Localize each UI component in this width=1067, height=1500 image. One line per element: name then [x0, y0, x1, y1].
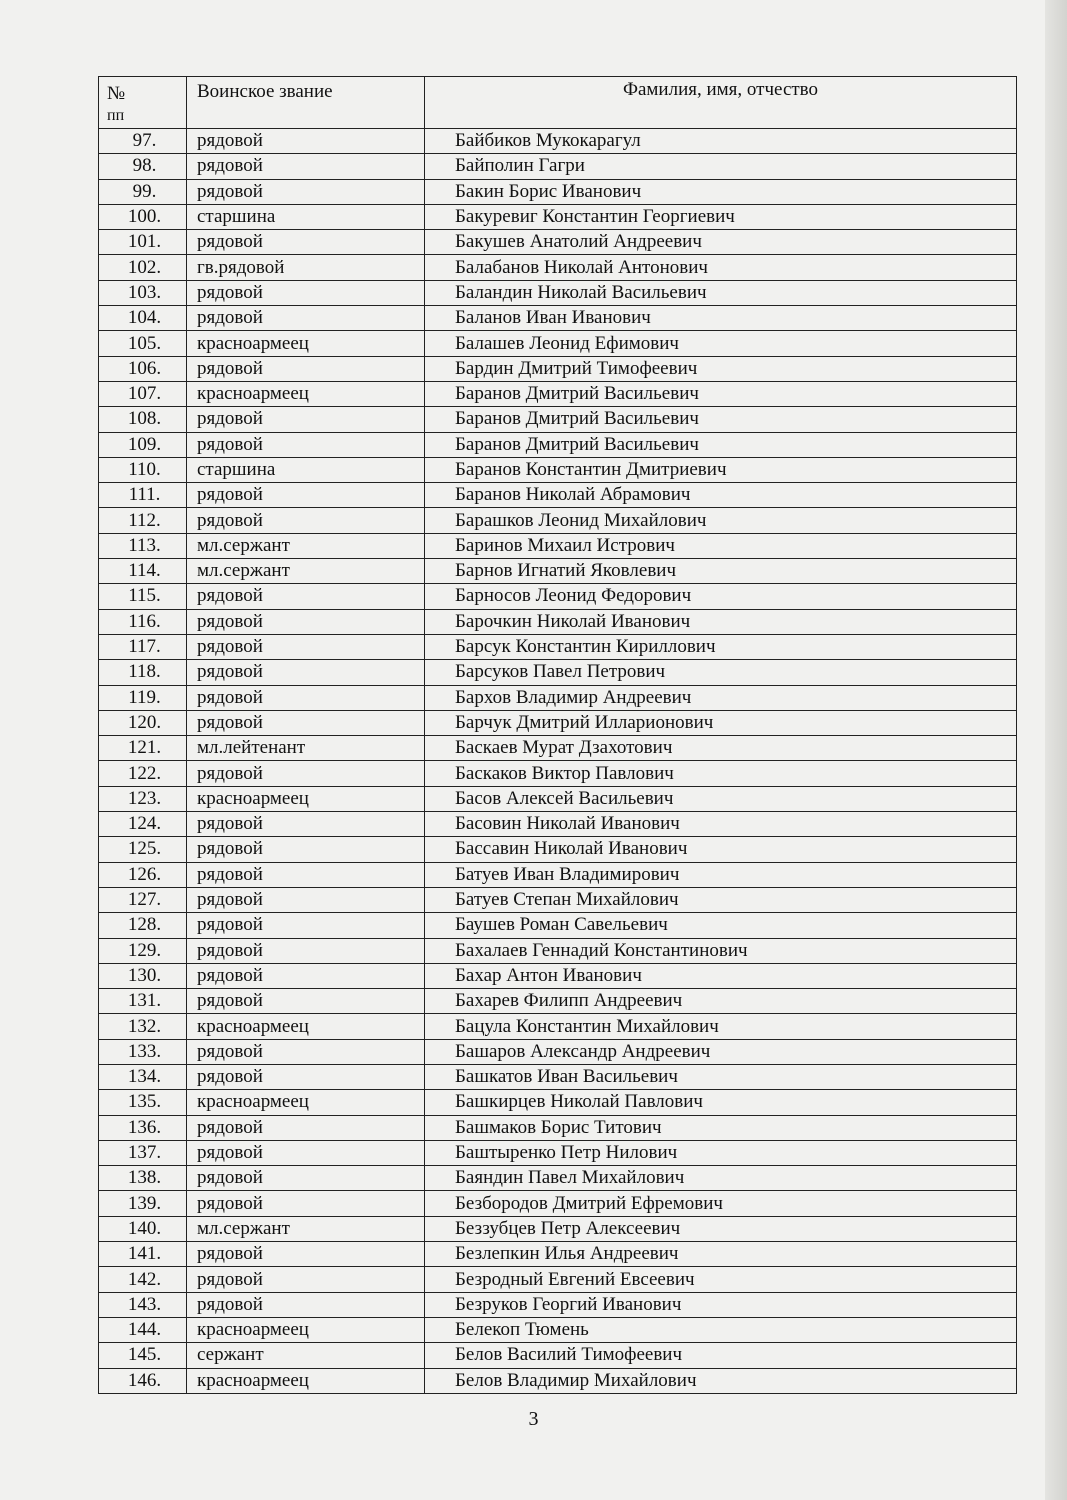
row-rank: рядовой — [187, 154, 425, 179]
row-rank: рядовой — [187, 179, 425, 204]
row-rank: рядовой — [187, 913, 425, 938]
column-header-name: Фамилия, имя, отчество — [425, 77, 1017, 129]
table-row — [99, 129, 1017, 154]
row-number: 136. — [99, 1115, 187, 1140]
row-name: Баланов Иван Иванович — [425, 306, 1017, 331]
row-rank: красноармеец — [187, 1368, 425, 1393]
table-row — [99, 989, 1017, 1014]
row-number: 101. — [99, 230, 187, 255]
row-rank: рядовой — [187, 1292, 425, 1317]
row-name: Баушев Роман Савельевич — [425, 913, 1017, 938]
row-number: 114. — [99, 559, 187, 584]
table-row — [99, 938, 1017, 963]
row-name: Баскаев Мурат Дзахотович — [425, 736, 1017, 761]
row-name: Басов Алексей Васильевич — [425, 786, 1017, 811]
row-rank: рядовой — [187, 634, 425, 659]
column-header-rank: Воинское звание — [187, 77, 425, 129]
row-name: Башаров Александр Андреевич — [425, 1039, 1017, 1064]
page-edge-shadow — [1045, 0, 1067, 1500]
table-row — [99, 1166, 1017, 1191]
table-row — [99, 736, 1017, 761]
row-number: 107. — [99, 381, 187, 406]
row-rank: рядовой — [187, 584, 425, 609]
row-name: Баринов Михаил Истрович — [425, 533, 1017, 558]
row-rank: рядовой — [187, 761, 425, 786]
row-rank: красноармеец — [187, 381, 425, 406]
row-number: 100. — [99, 204, 187, 229]
row-rank: рядовой — [187, 989, 425, 1014]
column-header-number — [99, 77, 187, 129]
row-rank: рядовой — [187, 1191, 425, 1216]
row-name: Бакушев Анатолий Андреевич — [425, 230, 1017, 255]
row-number: 132. — [99, 1014, 187, 1039]
row-name: Безлепкин Илья Андреевич — [425, 1242, 1017, 1267]
row-rank: рядовой — [187, 508, 425, 533]
row-name: Байполин Гагри — [425, 154, 1017, 179]
row-number: 125. — [99, 837, 187, 862]
row-number: 145. — [99, 1343, 187, 1368]
row-number: 98. — [99, 154, 187, 179]
row-number: 123. — [99, 786, 187, 811]
row-number: 106. — [99, 356, 187, 381]
row-number: 122. — [99, 761, 187, 786]
row-rank: гв.рядовой — [187, 255, 425, 280]
row-name: Барочкин Николай Иванович — [425, 609, 1017, 634]
personnel-list — [98, 76, 1016, 1394]
row-name: Башкирцев Николай Павлович — [425, 1090, 1017, 1115]
page-number: 3 — [528, 1408, 539, 1430]
row-number: 126. — [99, 862, 187, 887]
table-row — [99, 1064, 1017, 1089]
table-row — [99, 887, 1017, 912]
table-row — [99, 1039, 1017, 1064]
table-row — [99, 862, 1017, 887]
row-name: Белов Владимир Михайлович — [425, 1368, 1017, 1393]
row-number: 103. — [99, 280, 187, 305]
table-row — [99, 660, 1017, 685]
row-name: Барносов Леонид Федорович — [425, 584, 1017, 609]
row-rank: рядовой — [187, 280, 425, 305]
row-rank: рядовой — [187, 432, 425, 457]
row-rank: рядовой — [187, 710, 425, 735]
table-row — [99, 1216, 1017, 1241]
row-number: 116. — [99, 609, 187, 634]
row-name: Бардин Дмитрий Тимофеевич — [425, 356, 1017, 381]
row-rank: рядовой — [187, 356, 425, 381]
row-number: 144. — [99, 1317, 187, 1342]
row-rank: рядовой — [187, 837, 425, 862]
table-row — [99, 1014, 1017, 1039]
row-rank: красноармеец — [187, 1014, 425, 1039]
row-rank: рядовой — [187, 812, 425, 837]
row-number: 111. — [99, 483, 187, 508]
row-name: Барнов Игнатий Яковлевич — [425, 559, 1017, 584]
row-number: 143. — [99, 1292, 187, 1317]
row-name: Бахар Антон Иванович — [425, 963, 1017, 988]
table-header-row — [99, 77, 1017, 129]
table-row — [99, 280, 1017, 305]
row-name: Баранов Николай Абрамович — [425, 483, 1017, 508]
row-number: 139. — [99, 1191, 187, 1216]
row-number: 102. — [99, 255, 187, 280]
row-rank: мл.сержант — [187, 1216, 425, 1241]
row-rank: рядовой — [187, 306, 425, 331]
row-number: 138. — [99, 1166, 187, 1191]
table-row — [99, 634, 1017, 659]
row-name: Бахалаев Геннадий Константинович — [425, 938, 1017, 963]
table-row — [99, 331, 1017, 356]
table-row — [99, 710, 1017, 735]
row-rank: мл.сержант — [187, 533, 425, 558]
row-number: 135. — [99, 1090, 187, 1115]
row-name: Баранов Дмитрий Васильевич — [425, 432, 1017, 457]
row-number: 97. — [99, 129, 187, 154]
table-row — [99, 533, 1017, 558]
row-name: Баранов Константин Дмитриевич — [425, 457, 1017, 482]
table-row — [99, 1191, 1017, 1216]
table-row — [99, 761, 1017, 786]
row-number: 121. — [99, 736, 187, 761]
table-row — [99, 179, 1017, 204]
row-rank: сержант — [187, 1343, 425, 1368]
table-row — [99, 786, 1017, 811]
row-rank: красноармеец — [187, 1090, 425, 1115]
row-rank: красноармеец — [187, 331, 425, 356]
row-name: Беззубцев Петр Алексеевич — [425, 1216, 1017, 1241]
table-row — [99, 407, 1017, 432]
table-row — [99, 584, 1017, 609]
row-number: 112. — [99, 508, 187, 533]
row-number: 129. — [99, 938, 187, 963]
row-name: Белекоп Тюмень — [425, 1317, 1017, 1342]
row-rank: старшина — [187, 457, 425, 482]
table-row — [99, 609, 1017, 634]
row-rank: мл.лейтенант — [187, 736, 425, 761]
row-name: Барсуков Павел Петрович — [425, 660, 1017, 685]
table-body — [99, 129, 1017, 1394]
table-row — [99, 837, 1017, 862]
table-row — [99, 1317, 1017, 1342]
row-number: 104. — [99, 306, 187, 331]
column-header-number-sub: пп — [107, 107, 125, 124]
table-row — [99, 154, 1017, 179]
row-number: 99. — [99, 179, 187, 204]
row-name: Безруков Георгий Иванович — [425, 1292, 1017, 1317]
table-row — [99, 255, 1017, 280]
table-row — [99, 204, 1017, 229]
row-number: 137. — [99, 1140, 187, 1165]
row-name: Баранов Дмитрий Васильевич — [425, 407, 1017, 432]
row-rank: рядовой — [187, 1267, 425, 1292]
row-name: Бакуревиг Константин Георгиевич — [425, 204, 1017, 229]
table-row — [99, 306, 1017, 331]
row-number: 130. — [99, 963, 187, 988]
row-name: Батуев Степан Михайлович — [425, 887, 1017, 912]
row-rank: красноармеец — [187, 786, 425, 811]
table-row — [99, 1343, 1017, 1368]
table-row — [99, 913, 1017, 938]
row-rank: мл.сержант — [187, 559, 425, 584]
table-row — [99, 685, 1017, 710]
row-number: 108. — [99, 407, 187, 432]
row-number: 109. — [99, 432, 187, 457]
row-number: 105. — [99, 331, 187, 356]
row-rank: рядовой — [187, 1115, 425, 1140]
row-name: Батуев Иван Владимирович — [425, 862, 1017, 887]
table-row — [99, 432, 1017, 457]
table-row — [99, 381, 1017, 406]
row-name: Баландин Николай Васильевич — [425, 280, 1017, 305]
column-header-number-label: № — [107, 83, 126, 104]
table-row — [99, 1140, 1017, 1165]
table-row — [99, 356, 1017, 381]
table-row — [99, 483, 1017, 508]
table-row — [99, 1090, 1017, 1115]
row-name: Басовин Николай Иванович — [425, 812, 1017, 837]
row-rank: рядовой — [187, 407, 425, 432]
row-name: Баштыренко Петр Нилович — [425, 1140, 1017, 1165]
row-rank: рядовой — [187, 1166, 425, 1191]
table-row — [99, 1115, 1017, 1140]
row-number: 119. — [99, 685, 187, 710]
row-rank: красноармеец — [187, 1317, 425, 1342]
row-name: Безбородов Дмитрий Ефремович — [425, 1191, 1017, 1216]
table-row — [99, 508, 1017, 533]
row-rank: рядовой — [187, 887, 425, 912]
table-row — [99, 230, 1017, 255]
row-rank: рядовой — [187, 1064, 425, 1089]
row-name: Башмаков Борис Титович — [425, 1115, 1017, 1140]
row-number: 124. — [99, 812, 187, 837]
row-name: Байбиков Мукокарагул — [425, 129, 1017, 154]
table-row — [99, 1267, 1017, 1292]
row-rank: рядовой — [187, 483, 425, 508]
row-number: 131. — [99, 989, 187, 1014]
table-row — [99, 812, 1017, 837]
row-number: 142. — [99, 1267, 187, 1292]
row-number: 110. — [99, 457, 187, 482]
row-name: Баранов Дмитрий Васильевич — [425, 381, 1017, 406]
row-rank: рядовой — [187, 1140, 425, 1165]
row-rank: рядовой — [187, 1039, 425, 1064]
table-row — [99, 559, 1017, 584]
table-row — [99, 1292, 1017, 1317]
row-name: Барсук Константин Кириллович — [425, 634, 1017, 659]
row-number: 117. — [99, 634, 187, 659]
table-row — [99, 1242, 1017, 1267]
row-name: Баскаков Виктор Павлович — [425, 761, 1017, 786]
row-number: 146. — [99, 1368, 187, 1393]
table-row — [99, 1368, 1017, 1393]
row-name: Бархов Владимир Андреевич — [425, 685, 1017, 710]
row-name: Барашков Леонид Михайлович — [425, 508, 1017, 533]
table-row — [99, 457, 1017, 482]
row-number: 120. — [99, 710, 187, 735]
row-name: Барчук Дмитрий Илларионович — [425, 710, 1017, 735]
row-number: 115. — [99, 584, 187, 609]
row-rank: рядовой — [187, 862, 425, 887]
row-name: Бацула Константин Михайлович — [425, 1014, 1017, 1039]
row-number: 134. — [99, 1064, 187, 1089]
row-rank: рядовой — [187, 963, 425, 988]
row-number: 127. — [99, 887, 187, 912]
row-name: Башкатов Иван Васильевич — [425, 1064, 1017, 1089]
row-rank: рядовой — [187, 660, 425, 685]
personnel-table — [98, 76, 1017, 1394]
row-rank: рядовой — [187, 230, 425, 255]
row-number: 140. — [99, 1216, 187, 1241]
row-number: 118. — [99, 660, 187, 685]
row-name: Бакин Борис Иванович — [425, 179, 1017, 204]
row-rank: рядовой — [187, 609, 425, 634]
row-rank: старшина — [187, 204, 425, 229]
row-rank: рядовой — [187, 938, 425, 963]
row-rank: рядовой — [187, 685, 425, 710]
row-rank: рядовой — [187, 129, 425, 154]
row-number: 128. — [99, 913, 187, 938]
row-rank: рядовой — [187, 1242, 425, 1267]
table-row — [99, 963, 1017, 988]
row-name: Безродный Евгений Евсеевич — [425, 1267, 1017, 1292]
row-name: Балашев Леонид Ефимович — [425, 331, 1017, 356]
row-number: 141. — [99, 1242, 187, 1267]
row-number: 113. — [99, 533, 187, 558]
row-name: Баяндин Павел Михайлович — [425, 1166, 1017, 1191]
row-name: Белов Василий Тимофеевич — [425, 1343, 1017, 1368]
row-name: Бассавин Николай Иванович — [425, 837, 1017, 862]
row-name: Бахарев Филипп Андреевич — [425, 989, 1017, 1014]
row-number: 133. — [99, 1039, 187, 1064]
row-name: Балабанов Николай Антонович — [425, 255, 1017, 280]
